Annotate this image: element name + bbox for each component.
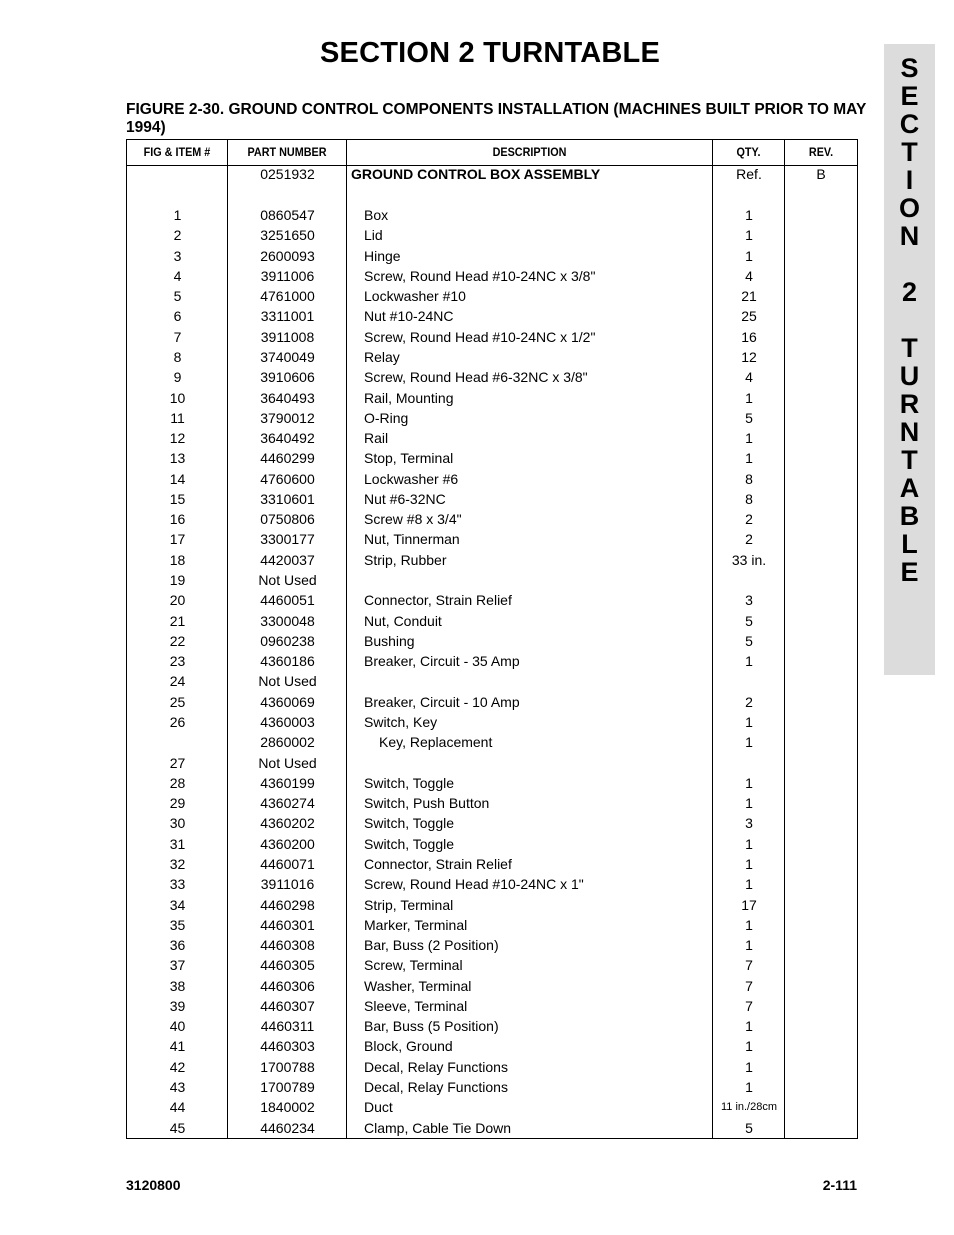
table-row: [127, 1057, 857, 1077]
qty-cell: 1: [745, 774, 753, 791]
description-cell: Washer, Terminal: [364, 977, 472, 994]
qty-cell: 8: [745, 470, 753, 487]
side-tab-letter: U: [899, 361, 920, 391]
table-row: [127, 529, 857, 549]
fig-item-cell: 8: [173, 348, 182, 365]
description-cell: Box: [364, 207, 389, 223]
description-cell: Decal, Relay Functions: [364, 1058, 508, 1075]
fig-item-cell: 20: [169, 592, 186, 609]
qty-cell: 2: [745, 511, 753, 528]
table-row: [127, 895, 857, 915]
fig-item-cell: 16: [169, 511, 186, 528]
qty-cell: 7: [745, 957, 753, 974]
page-number: 2-111: [822, 1177, 857, 1193]
description-cell: Breaker, Circuit - 35 Amp: [364, 653, 520, 670]
part-number-cell: 4460051: [260, 592, 315, 609]
fig-item-cell: 13: [169, 450, 186, 467]
side-tab-letter: E: [900, 81, 919, 111]
description-cell: Key, Replacement: [379, 734, 493, 751]
fig-item-cell: 24: [169, 673, 186, 690]
qty-cell: 2: [745, 531, 753, 548]
description-cell: Connector, Strain Relief: [364, 855, 512, 872]
fig-item-cell: 18: [169, 551, 186, 568]
side-tab-letter: T: [901, 333, 918, 363]
part-number-cell: 2860002: [260, 734, 315, 751]
fig-item-cell: 3: [173, 247, 182, 264]
qty-cell: 2: [745, 693, 753, 710]
qty-cell: 12: [741, 348, 757, 365]
qty-cell: 5: [745, 612, 753, 629]
part-number-cell: 4360069: [260, 693, 315, 710]
table-row: [127, 813, 857, 833]
description-cell: Hinge: [364, 247, 401, 264]
part-number-cell: 3911006: [260, 267, 315, 284]
fig-item-cell: 28: [169, 774, 186, 791]
part-number-cell: 3251650: [260, 227, 315, 244]
table-row: [127, 367, 857, 387]
table-row: [127, 347, 857, 367]
fig-item-cell: 2: [173, 227, 182, 244]
part-number-cell: Not Used: [258, 572, 317, 589]
part-number-cell: 4460071: [260, 855, 315, 872]
qty-cell: 21: [741, 288, 757, 305]
description-cell: Sleeve, Terminal: [364, 997, 468, 1014]
qty-cell: 5: [745, 1119, 753, 1136]
qty-cell: 4: [745, 267, 753, 284]
qty-cell: 1: [745, 714, 753, 730]
fig-item-cell: 14: [169, 470, 186, 487]
description-cell: Screw, Round Head #10-24NC x 1/2": [364, 328, 596, 345]
header-description: DESCRIPTION: [492, 145, 567, 159]
table-row: [127, 732, 857, 752]
description-cell: Lockwasher #6: [364, 470, 459, 487]
description-cell: Switch, Key: [364, 714, 438, 730]
fig-item-cell: 4: [173, 267, 182, 284]
part-number-cell: 3640492: [260, 430, 315, 447]
part-number-cell: Not Used: [258, 754, 317, 771]
description-cell: Screw #8 x 3/4": [364, 511, 462, 528]
fig-item-cell: 11: [170, 409, 185, 426]
table-row: [127, 712, 857, 732]
table-row: [127, 773, 857, 793]
table-row: [127, 834, 857, 854]
qty-cell: 1: [745, 876, 753, 893]
part-number-cell: 3740049: [260, 348, 315, 365]
description-cell: Screw, Round Head #10-24NC x 3/8": [364, 267, 596, 284]
fig-item-cell: 36: [169, 937, 186, 954]
description-cell: Strip, Rubber: [364, 551, 447, 568]
part-number-cell: 4460234: [260, 1119, 315, 1136]
description-cell: Marker, Terminal: [364, 916, 468, 933]
side-tab-letter: B: [899, 501, 920, 531]
part-number-cell: 4360199: [260, 774, 315, 791]
part-number-cell: 4460306: [260, 977, 315, 994]
table-row: [127, 611, 857, 631]
description-cell: Connector, Strain Relief: [364, 592, 512, 609]
description-cell: Switch, Push Button: [364, 795, 490, 812]
fig-item-cell: 27: [169, 754, 186, 771]
part-number-cell: 4360200: [260, 835, 315, 852]
qty-cell: 5: [745, 632, 753, 649]
part-number-cell: 0750806: [260, 511, 315, 528]
header-qty: QTY.: [736, 145, 761, 159]
table-row: [127, 874, 857, 894]
fig-item-cell: 26: [169, 714, 186, 730]
description-cell: Screw, Round Head #6-32NC x 3/8": [364, 369, 588, 386]
description-cell: Bar, Buss (2 Position): [364, 937, 499, 954]
fig-item-cell: 6: [173, 308, 182, 325]
fig-item-cell: 25: [169, 693, 186, 710]
table-row: [127, 996, 857, 1016]
rev-cell: B: [816, 166, 826, 182]
part-number-cell: 3300177: [260, 531, 315, 548]
part-number-cell: 4761000: [260, 288, 315, 305]
part-number-cell: 4420037: [260, 551, 315, 568]
description-cell: Block, Ground: [364, 1038, 453, 1055]
section-title: SECTION 2 TURNTABLE: [320, 37, 660, 69]
part-number-cell: 3300048: [260, 612, 315, 629]
table-row: [127, 1077, 857, 1097]
fig-item-cell: 30: [169, 815, 186, 832]
part-number-cell: 1700789: [260, 1079, 315, 1096]
description-cell: O-Ring: [364, 409, 409, 426]
description-cell: Rail, Mounting: [364, 389, 454, 406]
fig-item-cell: 22: [169, 632, 186, 649]
part-number-cell: 4460298: [260, 896, 315, 913]
description-cell: Switch, Toggle: [364, 774, 455, 791]
table-row: [127, 955, 857, 975]
part-number-cell: 4760600: [260, 470, 315, 487]
fig-item-cell: 9: [173, 369, 182, 386]
part-number-cell: 0960238: [260, 632, 315, 649]
fig-item-cell: 17: [169, 531, 186, 548]
table-row: [127, 550, 857, 570]
part-number-cell: 0251932: [260, 166, 315, 182]
figure-caption: FIGURE 2-30. GROUND CONTROL COMPONENTS INSTALLATION (MACHINES BUILT PRIOR TO MAY 1994): [126, 101, 867, 136]
fig-item-cell: 21: [169, 612, 186, 629]
part-number-cell: 4460301: [260, 916, 315, 933]
table-row: [127, 428, 857, 448]
header-part-number: PART NUMBER: [247, 145, 327, 159]
table-row: [127, 671, 857, 691]
qty-cell: 1: [745, 227, 753, 244]
table-row: [127, 205, 857, 225]
qty-cell: 3: [745, 592, 753, 609]
fig-item-cell: 40: [169, 1018, 186, 1035]
description-cell: Relay: [364, 348, 400, 365]
table-row: [127, 590, 857, 610]
document-number: 3120800: [126, 1177, 181, 1193]
part-number-cell: 4360274: [260, 795, 315, 812]
description-cell: Lid: [364, 227, 383, 244]
fig-item-cell: 15: [169, 490, 186, 507]
part-number-cell: 3311001: [260, 308, 315, 325]
part-number-cell: 3310601: [260, 490, 315, 507]
qty-cell: 8: [745, 490, 753, 507]
table-row: [127, 388, 857, 408]
side-tab-letter: A: [899, 473, 920, 503]
fig-item-cell: 32: [169, 855, 186, 872]
side-tab-letter: T: [901, 137, 918, 167]
table-row: [127, 164, 857, 184]
qty-cell: 1: [745, 247, 753, 264]
fig-item-cell: 33: [169, 876, 186, 893]
fig-item-cell: 35: [169, 916, 186, 933]
table-row: [127, 631, 857, 651]
part-number-cell: 3911008: [260, 328, 315, 345]
fig-item-cell: 45: [169, 1119, 186, 1136]
table-row: [127, 225, 857, 245]
side-tab-letter: S: [900, 53, 919, 83]
fig-item-cell: 7: [173, 328, 182, 345]
table-row: [127, 753, 857, 773]
qty-cell: Ref.: [736, 166, 762, 182]
header-fig-item: FIG & ITEM #: [143, 145, 211, 159]
qty-cell: 11 in./28cm: [720, 1101, 778, 1114]
part-number-cell: 4460311: [260, 1018, 315, 1035]
part-number-cell: 4360186: [260, 653, 315, 670]
table-row: [127, 469, 857, 489]
description-cell: Duct: [364, 1099, 393, 1116]
table-row: [127, 976, 857, 996]
part-number-cell: 4460308: [260, 937, 315, 954]
description-cell: Bar, Buss (5 Position): [364, 1018, 499, 1035]
description-cell: Breaker, Circuit - 10 Amp: [364, 693, 520, 710]
side-tab: [884, 44, 935, 675]
part-number-cell: 1700788: [260, 1058, 315, 1075]
table-row: [127, 651, 857, 671]
fig-item-cell: 23: [169, 653, 186, 670]
part-number-cell: 3790012: [260, 409, 315, 426]
part-number-cell: 3910606: [260, 369, 315, 386]
description-cell: Nut #10-24NC: [364, 308, 454, 325]
fig-item-cell: 5: [173, 288, 182, 305]
header-rev: REV.: [808, 145, 834, 159]
description-cell: Clamp, Cable Tie Down: [364, 1119, 512, 1136]
qty-cell: 5: [745, 409, 753, 426]
part-number-cell: 3640493: [260, 389, 315, 406]
description-cell: Lockwasher #10: [364, 288, 466, 305]
description-cell: Switch, Toggle: [364, 815, 455, 832]
description-cell: Decal, Relay Functions: [364, 1079, 508, 1096]
fig-item-cell: 43: [169, 1079, 186, 1096]
parts-table: [126, 139, 858, 1139]
table-row: [127, 266, 857, 286]
fig-item-cell: 31: [169, 835, 186, 852]
table-header: [127, 140, 857, 166]
qty-cell: 25: [741, 308, 757, 325]
part-number-cell: 3911016: [260, 876, 315, 893]
description-cell: Nut #6-32NC: [364, 490, 446, 507]
qty-cell: 17: [741, 896, 757, 913]
qty-cell: 1: [745, 653, 753, 670]
table-row: [127, 692, 857, 712]
qty-cell: 1: [745, 1079, 753, 1096]
side-tab-letter: C: [899, 109, 920, 139]
part-number-cell: 1840002: [260, 1099, 315, 1116]
table-row: [127, 448, 857, 468]
part-number-cell: 4460307: [260, 997, 315, 1014]
table-row: [127, 935, 857, 955]
part-number-cell: 4360003: [260, 714, 315, 730]
description-cell: Nut, Conduit: [364, 612, 442, 629]
description-cell: GROUND CONTROL BOX ASSEMBLY: [351, 166, 601, 182]
fig-item-cell: 38: [169, 977, 186, 994]
qty-cell: 1: [745, 430, 753, 447]
table-row: [127, 854, 857, 874]
fig-item-cell: 1: [173, 207, 182, 223]
side-tab-letter: I: [905, 165, 914, 195]
qty-cell: 1: [745, 207, 753, 223]
qty-cell: 1: [745, 795, 753, 812]
table-row: [127, 1016, 857, 1036]
part-number-cell: 4460303: [260, 1038, 315, 1055]
table-row: [127, 915, 857, 935]
table-row: [127, 286, 857, 306]
part-number-cell: 0860547: [260, 207, 315, 223]
side-tab-letter: N: [899, 417, 920, 447]
description-cell: Strip, Terminal: [364, 896, 454, 913]
part-number-cell: 4460299: [260, 450, 315, 467]
table-row: [127, 1036, 857, 1056]
table-row: [127, 570, 857, 590]
fig-item-cell: 44: [169, 1099, 186, 1116]
qty-cell: 1: [745, 1018, 753, 1035]
table-row: [127, 246, 857, 266]
fig-item-cell: 42: [169, 1058, 186, 1075]
qty-cell: 1: [745, 1038, 753, 1055]
table-row: [127, 327, 857, 347]
qty-cell: 1: [745, 835, 753, 852]
part-number-cell: 2600093: [260, 247, 315, 264]
side-tab-letter: R: [899, 389, 920, 419]
table-row: [127, 408, 857, 428]
side-tab-letter: T: [901, 445, 918, 475]
table-row: [127, 489, 857, 509]
table-row: [127, 793, 857, 813]
table-row: [127, 1097, 857, 1117]
fig-item-cell: 39: [169, 997, 186, 1014]
qty-cell: 1: [745, 1058, 753, 1075]
side-tab-letter: E: [900, 557, 919, 587]
side-tab-letter: 2: [901, 277, 918, 307]
qty-cell: 7: [745, 977, 753, 994]
qty-cell: 1: [745, 916, 753, 933]
description-cell: Bushing: [364, 632, 415, 649]
qty-cell: 1: [745, 937, 753, 954]
qty-cell: 7: [745, 997, 753, 1014]
qty-cell: 1: [745, 450, 753, 467]
fig-item-cell: 34: [169, 896, 186, 913]
description-cell: Switch, Toggle: [364, 835, 455, 852]
table-row: [127, 509, 857, 529]
qty-cell: 4: [745, 369, 753, 386]
qty-cell: 3: [745, 815, 753, 832]
fig-item-cell: 12: [169, 430, 186, 447]
qty-cell: 1: [745, 389, 753, 406]
part-number-cell: 4460305: [260, 957, 315, 974]
part-number-cell: Not Used: [258, 673, 317, 690]
table-row: [127, 1118, 857, 1138]
side-tab-letter: N: [899, 221, 920, 251]
qty-cell: 1: [745, 734, 753, 751]
fig-item-cell: 41: [169, 1038, 186, 1055]
qty-cell: 16: [741, 328, 757, 345]
side-tab-letter: O: [898, 193, 920, 223]
qty-cell: 1: [745, 855, 753, 872]
fig-item-cell: 37: [169, 957, 186, 974]
fig-item-cell: 19: [169, 572, 186, 589]
part-number-cell: 4360202: [260, 815, 315, 832]
description-cell: Rail: [364, 430, 389, 447]
table-row: [127, 306, 857, 326]
description-cell: Stop, Terminal: [364, 450, 454, 467]
qty-cell: 33 in.: [731, 551, 767, 568]
description-cell: Screw, Terminal: [364, 957, 463, 974]
fig-item-cell: 10: [169, 389, 186, 406]
description-cell: Nut, Tinnerman: [364, 531, 460, 548]
fig-item-cell: 29: [169, 795, 186, 812]
description-cell: Screw, Round Head #10-24NC x 1": [364, 876, 584, 893]
side-tab-letter: L: [901, 529, 918, 559]
